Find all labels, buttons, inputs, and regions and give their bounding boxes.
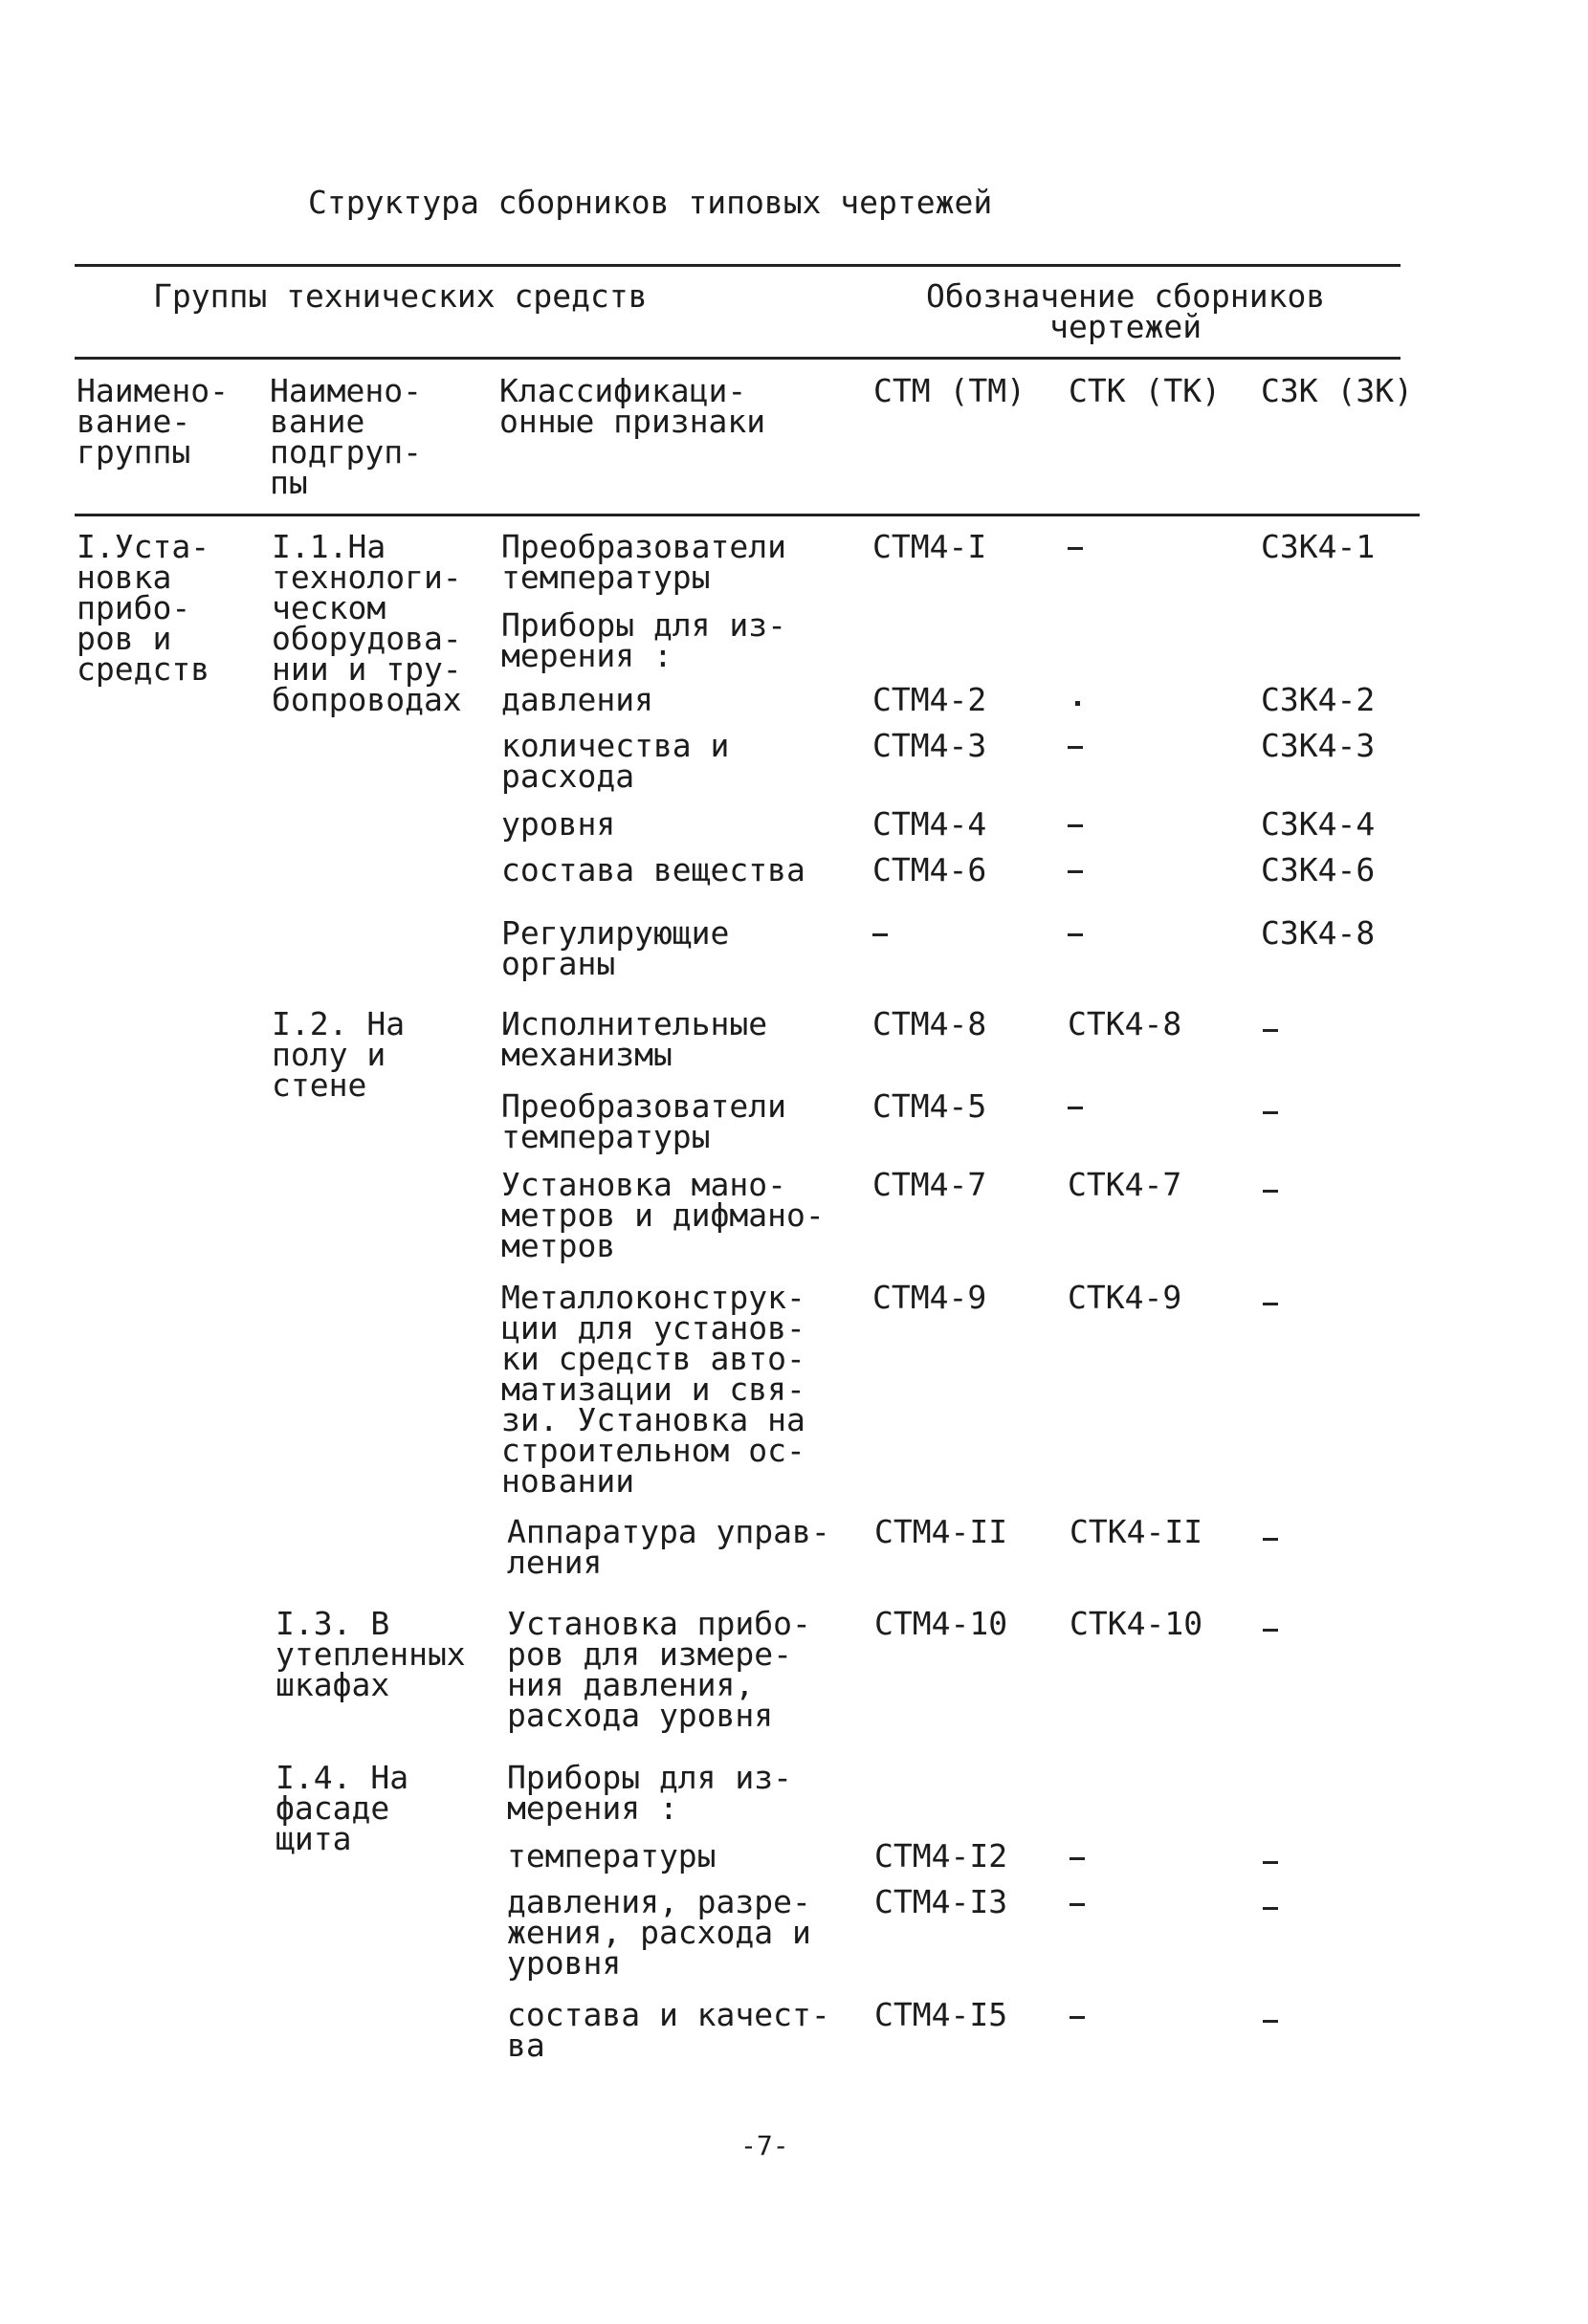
row-classifier: Установка мано- метров и дифмано- метров bbox=[501, 1166, 825, 1264]
row-szk-dash bbox=[1263, 1190, 1278, 1193]
row-stk-dash bbox=[1068, 547, 1083, 550]
row-stk: СТК4-9 bbox=[1068, 1279, 1182, 1316]
header-designation: Обозначение сборников чертежей bbox=[926, 277, 1326, 345]
row-stk-dash bbox=[1070, 1903, 1085, 1906]
row-stm: СТМ4-I3 bbox=[874, 1883, 1008, 1920]
row-szk: СЗК4-6 bbox=[1261, 851, 1376, 888]
subgroup-3: I.3. В утепленных шкафах bbox=[276, 1605, 466, 1703]
subgroup-1: I.1.На технологи- ческом оборудова- нии и тру- бопроводах bbox=[272, 528, 462, 718]
row-szk-dash bbox=[1263, 1861, 1278, 1864]
header-rule-2 bbox=[75, 514, 1420, 516]
row-classifier: Исполнительные механизмы bbox=[501, 1005, 768, 1073]
row-stm-dash bbox=[872, 933, 888, 936]
row-stk-dash bbox=[1068, 746, 1083, 749]
row-stk-dash bbox=[1068, 824, 1083, 827]
row-classifier: Аппаратура управ- ления bbox=[507, 1513, 830, 1581]
subgroup-2: I.2. На полу и стене bbox=[272, 1005, 406, 1104]
row-classifier: Преобразователи температуры bbox=[501, 1087, 787, 1155]
row-classifier: количества и расхода bbox=[501, 727, 730, 795]
row-classifier: Металлоконструк- ции для установ- ки средств авто- матизации и свя- зи. Установка на строительном ос- новании bbox=[501, 1279, 805, 1500]
row-stk: СТК4-10 bbox=[1070, 1605, 1203, 1642]
table-title: Структура сборников типовых чертежей bbox=[308, 184, 993, 221]
row-szk: СЗК4-2 bbox=[1261, 681, 1376, 718]
row-szk: СЗК4-1 bbox=[1261, 528, 1376, 565]
row-szk-dash bbox=[1263, 1629, 1278, 1632]
row-classifier: уровня bbox=[501, 805, 616, 843]
row-stk: СТК4-II bbox=[1070, 1513, 1203, 1550]
header-col-class: Классификаци- онные признаки bbox=[499, 372, 766, 440]
row-stk: СТК4-7 bbox=[1068, 1166, 1182, 1203]
group-name: I.Уста- новка прибо- ров и средств bbox=[77, 528, 210, 688]
subgroup-4: I.4. На фасаде щита bbox=[276, 1759, 409, 1857]
row-classifier: Приборы для из- мерения : bbox=[507, 1759, 793, 1827]
row-szk: СЗК4-3 bbox=[1261, 727, 1376, 764]
row-stk: СТК4-8 bbox=[1068, 1005, 1182, 1042]
row-stm: СТМ4-10 bbox=[874, 1605, 1008, 1642]
row-stm: СТМ4-II bbox=[874, 1513, 1008, 1550]
header-col-stm: СТМ (ТМ) bbox=[873, 372, 1026, 409]
row-stk-dash bbox=[1068, 933, 1083, 936]
header-col-group: Наимено- вание- группы bbox=[77, 372, 229, 471]
row-stm: СТМ4-I2 bbox=[874, 1837, 1008, 1875]
row-stm: СТМ4-I bbox=[872, 528, 987, 565]
row-stk-dash bbox=[1070, 2016, 1085, 2019]
row-classifier: Регулирующие органы bbox=[501, 914, 730, 982]
row-szk-dash bbox=[1263, 1111, 1278, 1114]
row-classifier: состава и качест- ва bbox=[507, 1996, 830, 2064]
row-szk-dash bbox=[1263, 1907, 1278, 1910]
row-szk-dash bbox=[1263, 1303, 1278, 1305]
page-number: -7- bbox=[740, 2130, 789, 2161]
row-stm: СТМ4-I5 bbox=[874, 1996, 1008, 2033]
row-stk-dot bbox=[1075, 701, 1080, 706]
row-classifier: Установка прибо- ров для измере- ния давления, расхода уровня bbox=[507, 1605, 811, 1734]
row-classifier: состава вещества bbox=[501, 851, 805, 888]
row-stk-dash bbox=[1068, 870, 1083, 873]
row-classifier: температуры bbox=[507, 1837, 717, 1875]
row-stm: СТМ4-5 bbox=[872, 1087, 987, 1125]
row-stm: СТМ4-2 bbox=[872, 681, 987, 718]
row-szk: СЗК4-4 bbox=[1261, 805, 1376, 843]
row-szk-dash bbox=[1263, 1538, 1278, 1541]
row-stm: СТМ4-4 bbox=[872, 805, 987, 843]
row-stm: СТМ4-9 bbox=[872, 1279, 987, 1316]
row-classifier: Приборы для из- мерения : bbox=[501, 606, 787, 674]
row-stm: СТМ4-3 bbox=[872, 727, 987, 764]
row-stk-dash bbox=[1070, 1857, 1085, 1860]
row-stm: СТМ4-6 bbox=[872, 851, 987, 888]
row-szk-dash bbox=[1263, 1029, 1278, 1032]
header-rule-1 bbox=[75, 357, 1401, 360]
row-stm: СТМ4-8 bbox=[872, 1005, 987, 1042]
header-col-stk: СТК (ТК) bbox=[1069, 372, 1221, 409]
header-groups: Группы технических средств bbox=[153, 277, 648, 315]
header-col-szk: СЗК (ЗК) bbox=[1261, 372, 1413, 409]
row-szk-dash bbox=[1263, 2020, 1278, 2023]
row-stk-dash bbox=[1068, 1107, 1083, 1109]
header-col-subgroup: Наимено- вание подгруп- пы bbox=[270, 372, 422, 501]
row-classifier: Преобразователи температуры bbox=[501, 528, 787, 596]
row-stm: СТМ4-7 bbox=[872, 1166, 987, 1203]
top-rule bbox=[75, 264, 1401, 267]
row-classifier: давления, разре- жения, расхода и уровня bbox=[507, 1883, 811, 1982]
row-classifier: давления bbox=[501, 681, 653, 718]
row-szk: СЗК4-8 bbox=[1261, 914, 1376, 952]
